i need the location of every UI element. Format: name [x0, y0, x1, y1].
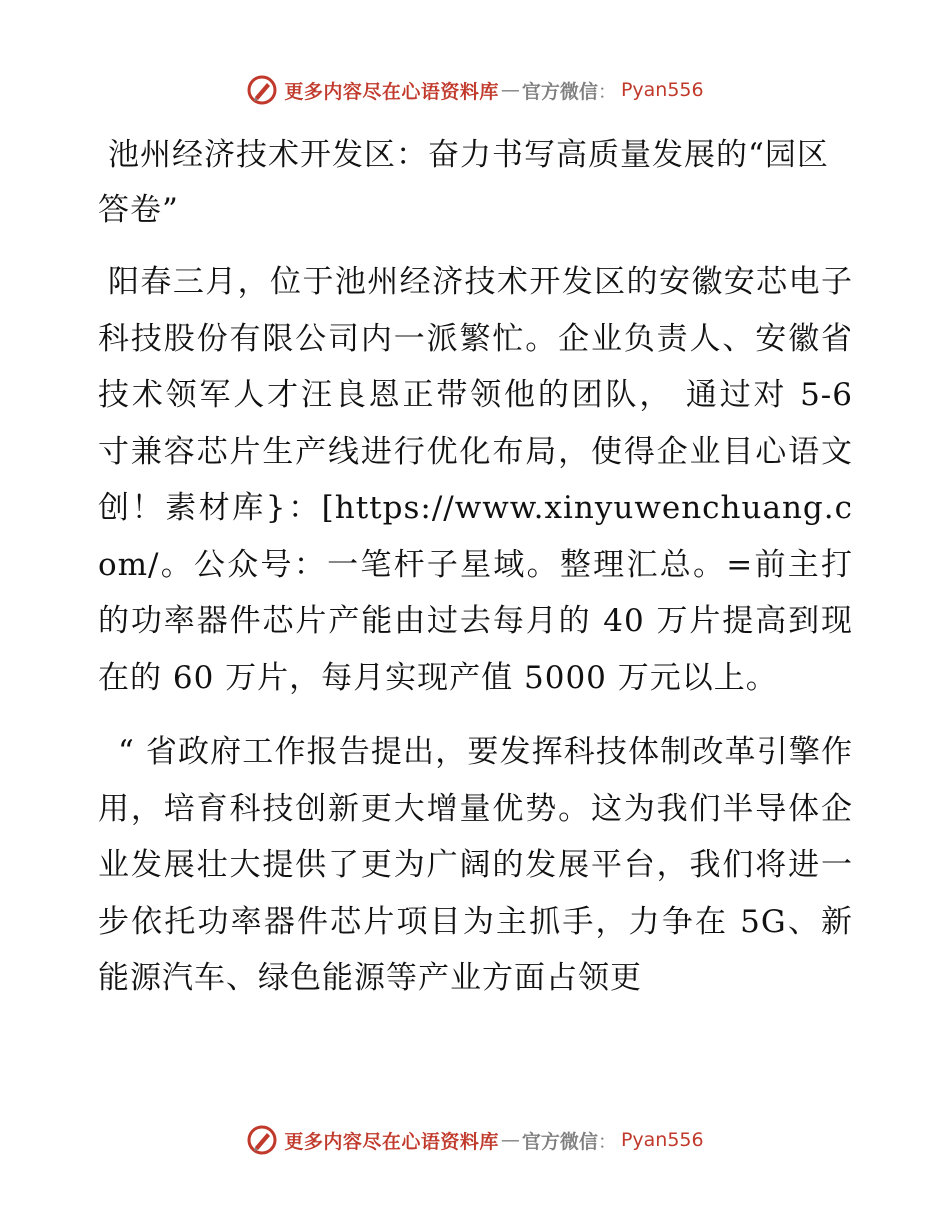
footer-colon: ： — [597, 1130, 617, 1153]
document-body — [98, 128, 853, 1025]
header-promo-text: 更多内容尽在心语资料库 — [284, 80, 499, 103]
pen-logo-icon — [246, 1124, 278, 1156]
paragraph-1: 阳春三月，位于池州经济技术开发区的安徽安芯电子科技股份有限公司内一派繁忙。企业负责人、安徽省技术领军人才汪良恩正带领他的团队， 通过对 5-6 寸兼容芯片生产线进行优化布局，使得企业目心语文创！素材库}：[https://www.xinyuwenchuang.com/。公众号：一笔杆子星域。整理汇总。=前主打的功率器件芯片产能由过去每月的 40 万片提高到现在的 60 万片，每月实现产值 5000 万元以上。 — [98, 264, 853, 696]
header-colon: ： — [597, 80, 617, 103]
footer-separator: — — [500, 1129, 520, 1151]
footer-banner — [0, 1120, 950, 1160]
header-banner — [0, 70, 950, 110]
pen-logo-icon — [246, 74, 278, 106]
header-separator: — — [500, 79, 520, 101]
header-wechat-label: 官方微信 — [521, 80, 598, 103]
footer-wechat-id: Pyan556 — [620, 1129, 704, 1151]
paragraph-2: “ 省政府工作报告提出，要发挥科技体制改革引擎作用，培育科技创新更大增量优势。这为我们半导体企业发展壮大提供了更为广阔的发展平台，我们将进一步依托功率器件芯片项目为主抓手，力争在 5G、新能源汽车、绿色能源等产业方面占领更 — [98, 734, 853, 996]
footer-wechat-label: 官方微信 — [521, 1130, 598, 1153]
footer-promo-text: 更多内容尽在心语资料库 — [284, 1130, 499, 1153]
header-wechat-id: Pyan556 — [620, 79, 704, 101]
document-title: 池州经济技术开发区：奋力书写高质量发展的“园区答卷” — [98, 137, 829, 228]
